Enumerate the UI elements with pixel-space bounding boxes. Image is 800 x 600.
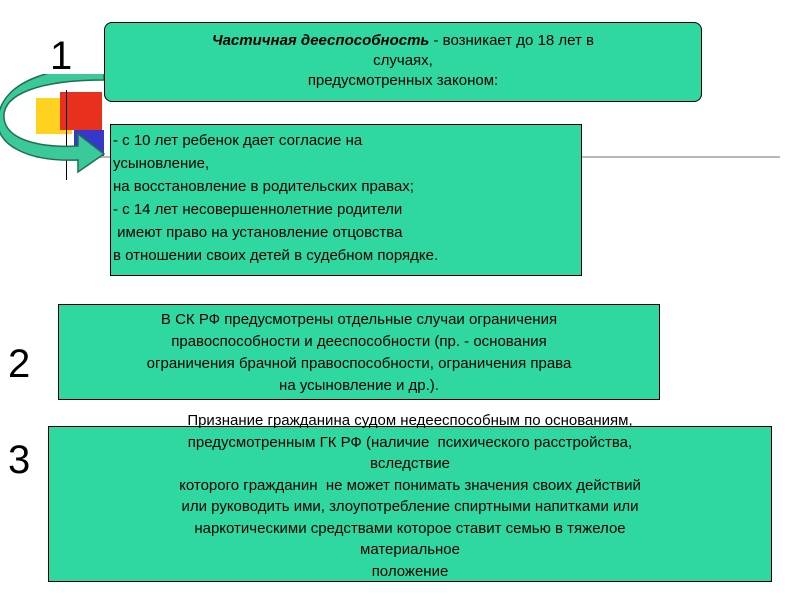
age-rights-line: имеют право на установление отцовства xyxy=(113,224,403,241)
step-number-1: 1 xyxy=(50,34,73,78)
age-rights-line: на восстановление в родительских правах; xyxy=(113,178,414,195)
partial-capacity-term: Частичная дееспособность xyxy=(211,32,430,49)
incapacity-line: вследствие xyxy=(370,455,450,472)
age-rights-line: - с 14 лет несовершеннолетние родители xyxy=(113,201,403,218)
family-code-line: на усыновление и др.). xyxy=(279,377,439,394)
curved-arrow-icon xyxy=(0,74,110,174)
age-rights-line: усыновление, xyxy=(113,155,210,172)
age-rights-line: - с 10 лет ребенок дает согласие на xyxy=(113,132,363,149)
partial-capacity-line-3: предусмотренных законом: xyxy=(307,72,499,89)
partial-capacity-box xyxy=(104,22,702,102)
age-rights-box xyxy=(110,124,582,276)
step-number-2: 2 xyxy=(8,342,31,386)
family-code-line: В СК РФ предусмотрены отдельные случаи ограничения xyxy=(160,311,558,328)
family-code-line: правоспособности и дееспособности (пр. - основания xyxy=(171,333,547,350)
incapacity-line: которого гражданин не может понимать значения своих действий xyxy=(179,476,641,494)
partial-capacity-line-2: случаях, xyxy=(373,52,433,69)
incapacity-line: или руководить ими, злоупотребление спиртными напитками или xyxy=(181,498,639,515)
incapacity-line: положение xyxy=(371,562,449,580)
age-rights-line: в отношении своих детей в судебном порядке. xyxy=(113,247,439,264)
family-code-box xyxy=(58,304,660,400)
partial-capacity-text: - возникает до 18 лет в xyxy=(429,32,595,49)
family-code-line: ограничения брачной правоспособности, ограничения права xyxy=(146,355,572,372)
incapacity-line: наркотическими средствами которое ставит семью в тяжелое xyxy=(194,519,626,537)
incapacity-line: материальное xyxy=(360,541,460,558)
step-number-3: 3 xyxy=(8,438,31,482)
incapacity-line: Признание гражданина судом недееспособным по основаниям, xyxy=(187,412,633,429)
incapacity-text xyxy=(48,410,772,582)
incapacity-line: предусмотренным ГК РФ (наличие психического расстройства, xyxy=(187,433,633,451)
